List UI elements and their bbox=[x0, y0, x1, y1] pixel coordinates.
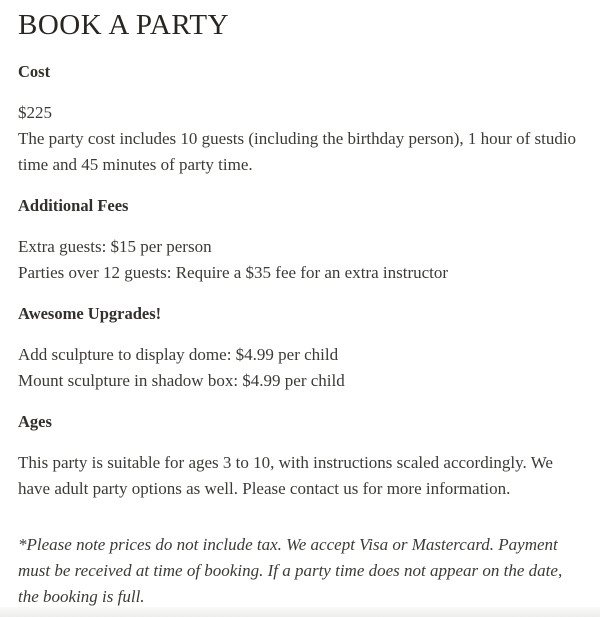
section-cost-text bbox=[18, 100, 582, 178]
cost-price-line: $225 bbox=[18, 103, 52, 122]
display-dome-line: Add sculpture to display dome: $4.99 per child bbox=[18, 345, 339, 364]
section-additional-fees-heading: Additional Fees bbox=[18, 196, 129, 215]
section-ages-heading: Ages bbox=[18, 412, 52, 431]
ages-description-line: This party is suitable for ages 3 to 10, with instructions scaled accordingly. We have adult party options as well. Please contact us for more information. bbox=[18, 453, 553, 498]
section-awesome-upgrades-heading: Awesome Upgrades! bbox=[18, 304, 162, 323]
page-title: BOOK A PARTY bbox=[18, 9, 230, 41]
section-ages bbox=[18, 410, 582, 502]
large-parties-line: Parties over 12 guests: Require a $35 fee for an extra instructor bbox=[18, 263, 449, 282]
section-additional-fees bbox=[18, 194, 582, 286]
extra-guests-line: Extra guests: $15 per person bbox=[18, 237, 212, 256]
section-awesome-upgrades bbox=[18, 302, 582, 394]
section-awesome-upgrades-text bbox=[18, 342, 582, 394]
section-cost-heading: Cost bbox=[18, 62, 51, 81]
section-cost bbox=[18, 60, 582, 178]
shadow-box-line: Mount sculpture in shadow box: $4.99 per child bbox=[18, 371, 345, 390]
section-additional-fees-text bbox=[18, 234, 582, 286]
cost-description-line: The party cost includes 10 guests (including the birthday person), 1 hour of studio time and 45 minutes of party time. bbox=[18, 129, 577, 174]
bottom-edge-band bbox=[0, 607, 600, 617]
section-ages-text bbox=[18, 450, 582, 502]
pricing-footnote: *Please note prices do not include tax. We accept Visa or Mastercard. Payment must be received at time of booking. If a party time does not appear on the date, the booking is full. bbox=[18, 535, 563, 606]
